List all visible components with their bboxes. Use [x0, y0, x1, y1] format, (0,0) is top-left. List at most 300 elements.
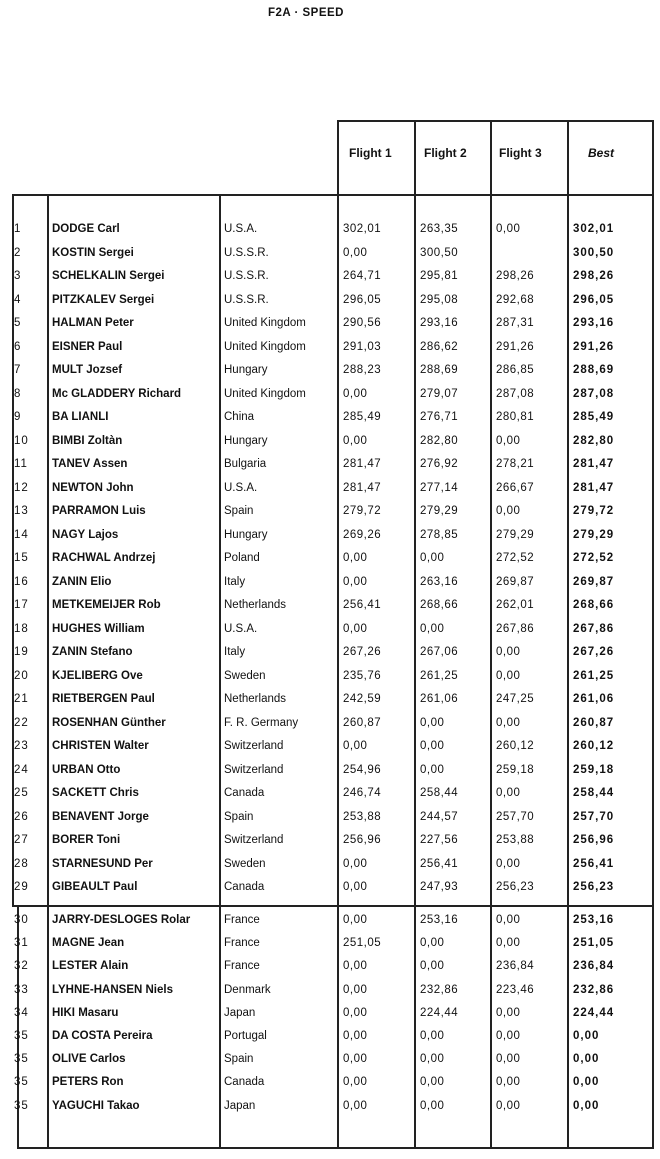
- flight3-cell: 256,23: [496, 881, 535, 893]
- table-row: [0, 833, 660, 856]
- flight2-cell: 282,80: [420, 434, 459, 447]
- country-cell: Hungary: [224, 434, 268, 447]
- flight1-cell: 0,00: [343, 1053, 368, 1066]
- flight2-cell: 261,06: [420, 693, 459, 705]
- best-cell: 267,86: [573, 622, 615, 635]
- flight2-cell: 253,16: [420, 914, 459, 926]
- flight1-cell: 0,00: [343, 1076, 368, 1089]
- rank-cell: 30: [14, 914, 29, 926]
- rank-cell: 33: [14, 983, 29, 996]
- rank-cell: 4: [14, 293, 22, 306]
- name-cell: STARNESUND Per: [52, 857, 153, 870]
- page-title: F2A · SPEED: [267, 7, 344, 19]
- name-cell: SCHELKALIN Sergei: [52, 270, 165, 282]
- name-cell: NEWTON John: [52, 481, 134, 494]
- table-row: [0, 716, 660, 739]
- flight3-cell: 0,00: [496, 505, 521, 517]
- best-cell: 300,50: [573, 246, 615, 259]
- table-row: [0, 363, 660, 386]
- name-cell: CHRISTEN Walter: [52, 740, 149, 752]
- flight2-cell: 279,07: [420, 387, 459, 400]
- table-row: [0, 528, 660, 551]
- name-cell: HUGHES William: [52, 622, 145, 635]
- country-cell: Hungary: [224, 528, 268, 541]
- table-row: [0, 857, 660, 880]
- flight2-cell: 276,92: [420, 458, 459, 470]
- rank-cell: 5: [14, 317, 22, 329]
- flight2-cell: 276,71: [420, 411, 459, 423]
- name-cell: MULT Jozsef: [52, 364, 123, 376]
- flight2-cell: 0,00: [420, 960, 445, 973]
- best-cell: 236,84: [573, 960, 615, 973]
- flight2-cell: 263,35: [420, 223, 459, 235]
- name-cell: RIETBERGEN Paul: [52, 693, 155, 705]
- flight2-cell: 0,00: [420, 1053, 445, 1066]
- flight1-cell: 264,71: [343, 270, 382, 282]
- flight2-cell: 279,29: [420, 505, 459, 517]
- table-row: [0, 1052, 660, 1075]
- rank-cell: 31: [14, 937, 29, 950]
- flight2-cell: 0,00: [420, 1076, 445, 1089]
- rank-cell: 3: [14, 270, 22, 282]
- table-row: [0, 387, 660, 410]
- section-divider: [12, 905, 654, 907]
- header-top-line: [337, 120, 654, 122]
- flight3-cell: 279,29: [496, 528, 535, 541]
- header-flight-2: Flight 2: [424, 146, 467, 160]
- table-row: [0, 1075, 660, 1098]
- flight3-cell: 269,87: [496, 575, 535, 588]
- flight2-cell: 0,00: [420, 622, 445, 635]
- flight2-cell: 244,57: [420, 810, 459, 823]
- flight3-cell: 0,00: [496, 1053, 521, 1066]
- rank-cell: 35: [14, 1099, 29, 1112]
- flight1-cell: 0,00: [343, 881, 368, 893]
- name-cell: ROSENHAN Günther: [52, 716, 166, 729]
- rank-cell: 25: [14, 787, 29, 799]
- name-cell: NAGY Lajos: [52, 528, 119, 541]
- rank-cell: 34: [14, 1006, 29, 1019]
- table-row: [0, 1006, 660, 1029]
- table-row: [0, 269, 660, 292]
- best-cell: 281,47: [573, 458, 615, 470]
- flight2-cell: 258,44: [420, 787, 459, 799]
- name-cell: PITZKALEV Sergei: [52, 293, 155, 306]
- country-cell: Italy: [224, 646, 246, 658]
- country-cell: United Kingdom: [224, 317, 306, 329]
- country-cell: Switzerland: [224, 763, 284, 776]
- country-cell: Canada: [224, 787, 265, 799]
- flight1-cell: 256,41: [343, 599, 382, 611]
- name-cell: PETERS Ron: [52, 1076, 124, 1089]
- flight2-cell: 232,86: [420, 983, 459, 996]
- table-row: [0, 913, 660, 936]
- best-cell: 253,16: [573, 914, 615, 926]
- flight1-cell: 256,96: [343, 834, 382, 846]
- flight3-cell: 0,00: [496, 646, 521, 658]
- country-cell: Canada: [224, 1076, 265, 1089]
- best-cell: 281,47: [573, 481, 615, 494]
- best-cell: 256,96: [573, 834, 615, 846]
- table-row: [0, 983, 660, 1006]
- country-cell: U.S.S.R.: [224, 270, 269, 282]
- flight3-cell: 0,00: [496, 1099, 521, 1112]
- rank-cell: 21: [14, 693, 29, 705]
- flight3-cell: 286,85: [496, 364, 535, 376]
- flight2-cell: 293,16: [420, 317, 459, 329]
- flight2-cell: 277,14: [420, 481, 459, 494]
- flight3-cell: 0,00: [496, 914, 521, 926]
- flight1-cell: 242,59: [343, 693, 382, 705]
- flight3-cell: 280,81: [496, 411, 535, 423]
- name-cell: HALMAN Peter: [52, 317, 134, 329]
- name-cell: GIBEAULT Paul: [52, 881, 138, 893]
- table-row: [0, 410, 660, 433]
- table-row: [0, 246, 660, 269]
- country-cell: Spain: [224, 1053, 254, 1066]
- rank-cell: 28: [14, 857, 29, 870]
- rank-cell: 19: [14, 646, 29, 658]
- name-cell: BORER Toni: [52, 834, 121, 846]
- flight1-cell: 0,00: [343, 983, 368, 996]
- name-cell: LESTER Alain: [52, 960, 129, 973]
- country-cell: Sweden: [224, 857, 266, 870]
- country-cell: Bulgaria: [224, 458, 267, 470]
- country-cell: United Kingdom: [224, 387, 306, 400]
- country-cell: Spain: [224, 505, 254, 517]
- flight2-cell: 0,00: [420, 1099, 445, 1112]
- flight1-cell: 235,76: [343, 669, 382, 682]
- name-cell: Mc GLADDERY Richard: [52, 387, 182, 400]
- name-cell: BENAVENT Jorge: [52, 810, 149, 823]
- flight3-cell: 298,26: [496, 270, 535, 282]
- table-row: [0, 340, 660, 363]
- rank-cell: 6: [14, 340, 22, 353]
- country-cell: Denmark: [224, 983, 271, 996]
- table-row: [0, 936, 660, 959]
- country-cell: Italy: [224, 575, 246, 588]
- country-cell: Sweden: [224, 669, 266, 682]
- flight3-cell: 262,01: [496, 599, 535, 611]
- name-cell: METKEMEIJER Rob: [52, 599, 161, 611]
- flight1-cell: 260,87: [343, 716, 382, 729]
- table-row: [0, 880, 660, 903]
- country-cell: Switzerland: [224, 740, 284, 752]
- country-cell: Portugal: [224, 1030, 267, 1042]
- best-cell: 285,49: [573, 411, 615, 423]
- country-cell: U.S.A.: [224, 622, 258, 635]
- best-cell: 302,01: [573, 223, 615, 235]
- flight3-cell: 253,88: [496, 834, 535, 846]
- country-cell: U.S.A.: [224, 481, 258, 494]
- flight3-cell: 287,08: [496, 387, 535, 400]
- rank-cell: 35: [14, 1076, 29, 1089]
- flight1-cell: 0,00: [343, 1006, 368, 1019]
- country-cell: Poland: [224, 552, 260, 564]
- flight3-cell: 223,46: [496, 983, 535, 996]
- country-cell: F. R. Germany: [224, 716, 299, 729]
- rank-cell: 27: [14, 834, 29, 846]
- flight3-cell: 0,00: [496, 223, 521, 235]
- table-row: [0, 1029, 660, 1052]
- bottom-line: [17, 1147, 654, 1149]
- flight3-cell: 267,86: [496, 622, 535, 635]
- flight1-cell: 285,49: [343, 411, 382, 423]
- flight1-cell: 281,47: [343, 458, 382, 470]
- rank-cell: 35: [14, 1053, 29, 1066]
- name-cell: KJELIBERG Ove: [52, 669, 143, 682]
- country-cell: Netherlands: [224, 599, 287, 611]
- flight2-cell: 261,25: [420, 669, 459, 682]
- country-cell: Netherlands: [224, 693, 287, 705]
- flight1-cell: 0,00: [343, 740, 368, 752]
- flight2-cell: 286,62: [420, 340, 459, 353]
- best-cell: 256,23: [573, 881, 615, 893]
- country-cell: France: [224, 960, 260, 973]
- flight1-cell: 0,00: [343, 1030, 368, 1042]
- flight1-cell: 0,00: [343, 622, 368, 635]
- rank-cell: 10: [14, 434, 29, 447]
- rank-cell: 14: [14, 528, 29, 541]
- flight1-cell: 302,01: [343, 223, 382, 235]
- best-cell: 0,00: [573, 1076, 600, 1089]
- flight2-cell: 256,41: [420, 857, 459, 870]
- best-cell: 298,26: [573, 270, 615, 282]
- flight3-cell: 0,00: [496, 1006, 521, 1019]
- table-row: [0, 810, 660, 833]
- flight2-cell: 0,00: [420, 937, 445, 950]
- name-cell: DA COSTA Pereira: [52, 1030, 153, 1042]
- best-cell: 258,44: [573, 787, 615, 799]
- flight2-cell: 300,50: [420, 246, 459, 259]
- table-row: [0, 598, 660, 621]
- flight2-cell: 263,16: [420, 575, 459, 588]
- flight2-cell: 0,00: [420, 740, 445, 752]
- table-row: [0, 692, 660, 715]
- table-row: [0, 786, 660, 809]
- flight1-cell: 254,96: [343, 763, 382, 776]
- best-cell: 232,86: [573, 983, 615, 996]
- table-row: [0, 293, 660, 316]
- rank-cell: 12: [14, 481, 29, 494]
- country-cell: Hungary: [224, 364, 268, 376]
- table-row: [0, 551, 660, 574]
- name-cell: BA LIANLI: [52, 411, 109, 423]
- flight1-cell: 281,47: [343, 481, 382, 494]
- name-cell: HIKI Masaru: [52, 1006, 119, 1019]
- name-cell: KOSTIN Sergei: [52, 246, 134, 259]
- flight2-cell: 268,66: [420, 599, 459, 611]
- flight2-cell: 278,85: [420, 528, 459, 541]
- flight2-cell: 295,81: [420, 270, 459, 282]
- name-cell: OLIVE Carlos: [52, 1053, 126, 1066]
- flight1-cell: 0,00: [343, 434, 368, 447]
- best-cell: 279,29: [573, 528, 615, 541]
- name-cell: EISNER Paul: [52, 340, 123, 353]
- flight1-cell: 0,00: [343, 387, 368, 400]
- rank-cell: 2: [14, 246, 22, 259]
- flight1-cell: 0,00: [343, 914, 368, 926]
- flight1-cell: 291,03: [343, 340, 382, 353]
- best-cell: 296,05: [573, 293, 615, 306]
- name-cell: TANEV Assen: [52, 458, 128, 470]
- flight3-cell: 236,84: [496, 960, 535, 973]
- best-cell: 267,26: [573, 646, 615, 658]
- flight1-cell: 0,00: [343, 552, 368, 564]
- best-cell: 256,41: [573, 857, 615, 870]
- flight3-cell: 0,00: [496, 937, 521, 950]
- rank-cell: 18: [14, 622, 29, 635]
- rank-cell: 9: [14, 411, 22, 423]
- flight1-cell: 296,05: [343, 293, 382, 306]
- rank-cell: 8: [14, 387, 22, 400]
- flight2-cell: 224,44: [420, 1006, 459, 1019]
- flight1-cell: 279,72: [343, 505, 382, 517]
- flight3-cell: 0,00: [496, 669, 521, 682]
- name-cell: LYHNE-HANSEN Niels: [52, 983, 173, 996]
- best-cell: 287,08: [573, 387, 615, 400]
- flight3-cell: 259,18: [496, 763, 535, 776]
- country-cell: U.S.S.R.: [224, 246, 269, 259]
- flight1-cell: 0,00: [343, 1099, 368, 1112]
- best-cell: 261,25: [573, 669, 615, 682]
- flight2-cell: 0,00: [420, 716, 445, 729]
- rank-cell: 16: [14, 575, 29, 588]
- header-best: Best: [588, 146, 615, 160]
- rank-cell: 32: [14, 960, 29, 973]
- table-row: [0, 959, 660, 982]
- name-cell: DODGE Carl: [52, 223, 120, 235]
- best-cell: 272,52: [573, 552, 615, 564]
- name-cell: ZANIN Elio: [52, 575, 112, 588]
- country-cell: France: [224, 914, 260, 926]
- table-row: [0, 739, 660, 762]
- flight3-cell: 0,00: [496, 1076, 521, 1089]
- flight3-cell: 0,00: [496, 1030, 521, 1042]
- flight1-cell: 290,56: [343, 317, 382, 329]
- country-cell: U.S.S.R.: [224, 293, 269, 306]
- best-cell: 291,26: [573, 340, 615, 353]
- table-row: [0, 763, 660, 786]
- country-cell: Japan: [224, 1006, 256, 1019]
- flight2-cell: 0,00: [420, 552, 445, 564]
- rank-cell: 29: [14, 881, 29, 893]
- flight3-cell: 260,12: [496, 740, 535, 752]
- flight2-cell: 247,93: [420, 881, 459, 893]
- country-cell: United Kingdom: [224, 340, 306, 353]
- name-cell: JARRY-DESLOGES Rolar: [52, 914, 191, 926]
- rank-cell: 13: [14, 505, 29, 517]
- flight1-cell: 267,26: [343, 646, 382, 658]
- best-cell: 0,00: [573, 1053, 600, 1066]
- flight3-cell: 272,52: [496, 552, 535, 564]
- country-cell: France: [224, 937, 260, 950]
- flight2-cell: 227,56: [420, 834, 459, 846]
- best-cell: 261,06: [573, 693, 615, 705]
- flight3-cell: 0,00: [496, 787, 521, 799]
- flight1-cell: 253,88: [343, 810, 382, 823]
- table-row: [0, 645, 660, 668]
- flight2-cell: 0,00: [420, 763, 445, 776]
- flight3-cell: 0,00: [496, 857, 521, 870]
- name-cell: BIMBI Zoltàn: [52, 434, 123, 447]
- flight3-cell: 257,70: [496, 810, 535, 823]
- best-cell: 282,80: [573, 434, 615, 447]
- header-flight-3: Flight 3: [499, 146, 542, 160]
- flight2-cell: 288,69: [420, 364, 459, 376]
- table-row: [0, 504, 660, 527]
- table-row: [0, 575, 660, 598]
- rank-cell: 24: [14, 763, 29, 776]
- best-cell: 251,05: [573, 937, 615, 950]
- best-cell: 259,18: [573, 763, 615, 776]
- rank-cell: 35: [14, 1030, 29, 1042]
- best-cell: 224,44: [573, 1006, 615, 1019]
- header-flight-1: Flight 1: [349, 146, 392, 160]
- flight2-cell: 0,00: [420, 1030, 445, 1042]
- rank-cell: 1: [14, 223, 22, 235]
- table-row: [0, 669, 660, 692]
- table-row: [0, 434, 660, 457]
- flight3-cell: 292,68: [496, 293, 535, 306]
- best-cell: 0,00: [573, 1030, 600, 1042]
- rank-cell: 17: [14, 599, 29, 611]
- best-cell: 260,12: [573, 740, 615, 752]
- name-cell: RACHWAL Andrzej: [52, 552, 156, 564]
- country-cell: U.S.A.: [224, 223, 258, 235]
- table-row: [0, 622, 660, 645]
- body-top-line: [12, 194, 654, 196]
- best-cell: 260,87: [573, 716, 615, 729]
- table-row: [0, 1099, 660, 1122]
- name-cell: SACKETT Chris: [52, 787, 139, 799]
- name-cell: PARRAMON Luis: [52, 505, 146, 517]
- best-cell: 268,66: [573, 599, 615, 611]
- flight1-cell: 0,00: [343, 857, 368, 870]
- name-cell: ZANIN Stefano: [52, 646, 133, 658]
- best-cell: 279,72: [573, 505, 615, 517]
- best-cell: 293,16: [573, 317, 615, 329]
- flight1-cell: 0,00: [343, 960, 368, 973]
- country-cell: Canada: [224, 881, 265, 893]
- flight2-cell: 295,08: [420, 293, 459, 306]
- flight1-cell: 0,00: [343, 246, 368, 259]
- flight1-cell: 269,26: [343, 528, 382, 541]
- name-cell: MAGNE Jean: [52, 937, 125, 950]
- table-row: [0, 316, 660, 339]
- best-cell: 0,00: [573, 1099, 600, 1112]
- country-cell: Switzerland: [224, 834, 284, 846]
- country-cell: Spain: [224, 810, 254, 823]
- flight3-cell: 0,00: [496, 716, 521, 729]
- flight3-cell: 291,26: [496, 340, 535, 353]
- rank-cell: 15: [14, 552, 29, 564]
- rank-cell: 23: [14, 740, 29, 752]
- rank-cell: 7: [14, 364, 22, 376]
- country-cell: Japan: [224, 1099, 256, 1112]
- rank-cell: 26: [14, 810, 29, 823]
- flight3-cell: 266,67: [496, 481, 535, 494]
- best-cell: 269,87: [573, 575, 615, 588]
- table-row: [0, 222, 660, 245]
- table-row: [0, 457, 660, 480]
- flight2-cell: 267,06: [420, 646, 459, 658]
- flight3-cell: 0,00: [496, 434, 521, 447]
- flight1-cell: 288,23: [343, 364, 382, 376]
- best-cell: 288,69: [573, 364, 615, 376]
- table-row: [0, 481, 660, 504]
- rank-cell: 11: [14, 458, 28, 470]
